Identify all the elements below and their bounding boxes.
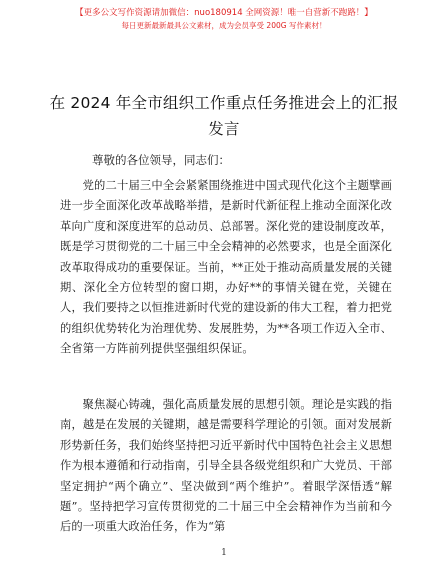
page-number: 1 [221, 548, 227, 558]
body-paragraph: 党的二十届三中全会紧紧围绕推进中国式现代化这个主题擘画进一步全面深化改革战略举措，是新时代新征程上推动全面深化改革向广度和深度进军的总动员、总部署。深化党的建设制度改革，既是学习贯彻党的二十届三中全会精神的必然要求，也是全面深化改革取得成功的重要保证。当前，**正处于推动高质量发展的关键期、深化全方位转型的窗口期，办好**的事情关键在党，关键在人，我们要持之以恒推进新时代党的建设新的伟大工程，着力把党的组织优势转化为治理优势、发展胜势，为**各项工作迈入全市、全省第一方阵前列提供坚强组织保证。 [60, 179, 392, 356]
promo-banner-line1: 【更多公文写作资源请加微信：nuo180914 全网资源！唯一自营新不跑路！】 [75, 8, 373, 18]
document-title: 在 2024 年全市组织工作重点任务推进会上的汇报发言 [49, 94, 399, 138]
promo-banner-line2: 每日更新最新最具公文素材，成为会员享受 200G 写作素材！ [121, 21, 327, 30]
salutation: 尊敬的各位领导，同志们： [92, 153, 230, 167]
body-paragraph: 聚焦凝心铸魂，强化高质量发展的思想引领。理论是实践的指南，越是在发展的关键期，越是需要科学理论的引领。面对发展新形势新任务，我们始终坚持把习近平新时代中国特色社会主义思想作为根本遵循和行动指南，引导全县各级党组织和广大党员、干部坚定拥护“两个确立”、坚决做到“两个维护”。着眼学深悟透“解题”。坚持把学习宣传贯彻党的二十届三中全会精神作为当前和今后的一项重大政治任务，作为“第 [60, 398, 392, 534]
